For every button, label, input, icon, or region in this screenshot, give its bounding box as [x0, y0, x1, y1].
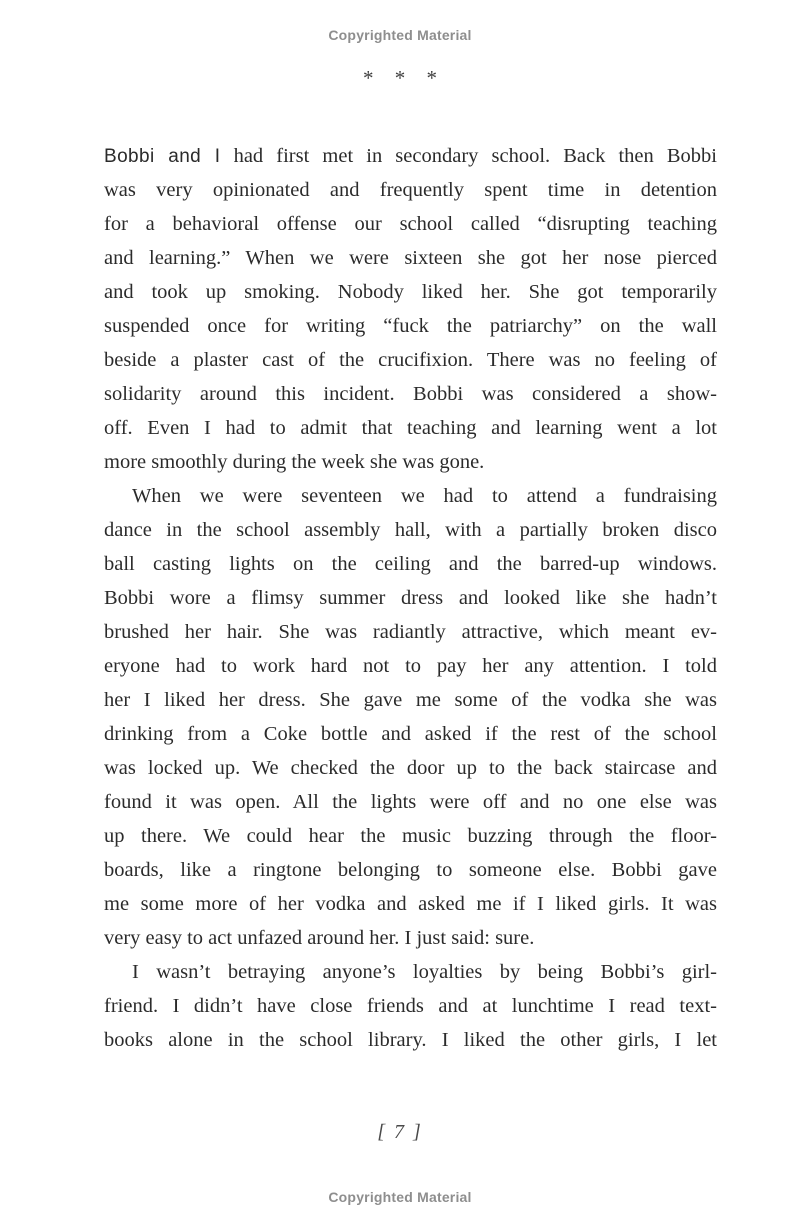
- text-line: brushed her hair. She was radiantly attractive, which meant ev-: [104, 621, 717, 643]
- text-line: found it was open. All the lights were off and no one else was: [104, 791, 717, 813]
- text-line: friend. I didn’t have close friends and at lunchtime I read text-: [104, 995, 717, 1017]
- text-line: up there. We could hear the music buzzing through the floor-: [104, 825, 717, 847]
- text-line: was very opinionated and frequently spent time in detention: [104, 179, 717, 201]
- lead-in-text: Bobbi and I: [104, 146, 221, 167]
- text-line: beside a plaster cast of the crucifixion. There was no feeling of: [104, 349, 717, 371]
- text-line: books alone in the school library. I liked the other girls, I let: [104, 1029, 717, 1051]
- text-line: When we were seventeen we had to attend a fundraising: [132, 485, 717, 507]
- text-line: eryone had to work hard not to pay her any attention. I told: [104, 655, 717, 677]
- text-line: was locked up. We checked the door up to the back staircase and: [104, 757, 717, 779]
- text-block: [104, 139, 717, 1057]
- text-line: Bobbi and I had first met in secondary school. Back then Bobbi: [104, 145, 717, 167]
- text-line: dance in the school assembly hall, with a partially broken disco: [104, 519, 717, 541]
- text-line: and took up smoking. Nobody liked her. She got temporarily: [104, 281, 717, 303]
- text-line: and learning.” When we were sixteen she got her nose pierced: [104, 247, 717, 269]
- text-line: boards, like a ringtone belonging to someone else. Bobbi gave: [104, 859, 717, 881]
- text-line: drinking from a Coke bottle and asked if the rest of the school: [104, 723, 717, 745]
- text-line: her I liked her dress. She gave me some of the vodka she was: [104, 689, 717, 711]
- text-line: for a behavioral offense our school called “disrupting teaching: [104, 213, 717, 235]
- text-line: Bobbi wore a flimsy summer dress and looked like she hadn’t: [104, 587, 717, 609]
- section-break-asterisks: * * *: [363, 66, 437, 90]
- text-line: off. Even I had to admit that teaching and learning went a lot: [104, 417, 717, 439]
- paragraph: [104, 479, 717, 955]
- text-line: solidarity around this incident. Bobbi was considered a show-: [104, 383, 717, 405]
- copyright-notice-bottom: Copyrighted Material: [328, 1189, 472, 1205]
- copyright-notice-top: Copyrighted Material: [328, 27, 472, 43]
- text-line: me some more of her vodka and asked me if I liked girls. It was: [104, 893, 717, 915]
- text-line: I wasn’t betraying anyone’s loyalties by being Bobbi’s girl-: [132, 961, 717, 983]
- text-line: very easy to act unfazed around her. I just said: sure.: [104, 927, 535, 949]
- paragraph: [104, 955, 717, 1057]
- text-line: more smoothly during the week she was gone.: [104, 451, 485, 473]
- text-line: ball casting lights on the ceiling and the barred-up windows.: [104, 553, 717, 575]
- paragraph: [104, 139, 717, 479]
- text-line: suspended once for writing “fuck the patriarchy” on the wall: [104, 315, 717, 337]
- page-number: [ 7 ]: [377, 1121, 423, 1143]
